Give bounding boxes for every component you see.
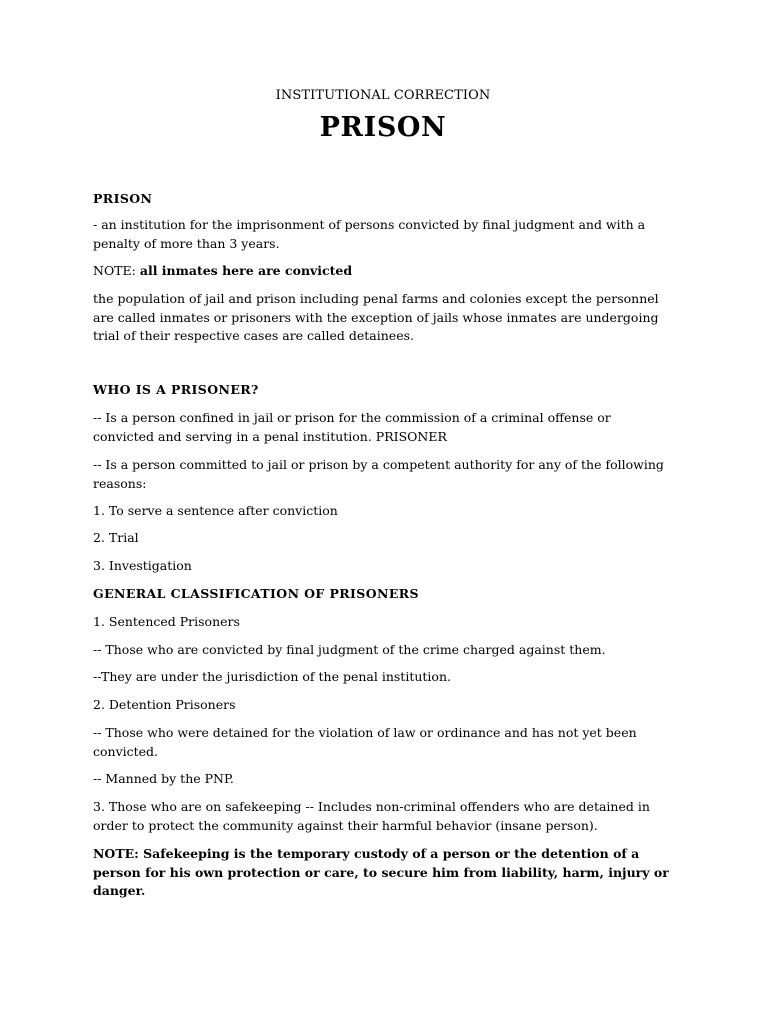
prisoner-definition-2: -- Is a person committed to jail or prison by a competent authority for any of the following reasons:: [93, 457, 664, 491]
sentenced-prisoners-title: 1. Sentenced Prisoners: [93, 614, 240, 629]
reason-item: 3. Investigation: [93, 558, 192, 573]
population-paragraph: the population of jail and prison including penal farms and colonies except the personnel are called inmates or prisoners with the exception of jails whose inmates are undergoing trial of their respective cases are called detainees.: [93, 291, 659, 343]
prisoner-definition-1: -- Is a person confined in jail or prison for the commission of a criminal offense or convicted and serving in a penal institution. PRISONER: [93, 410, 611, 444]
sentenced-description-1: -- Those who are convicted by final judgment of the crime charged against them.: [93, 642, 606, 657]
detention-description-2: -- Manned by the PNP.: [93, 771, 234, 786]
detention-prisoners-title: 2. Detention Prisoners: [93, 697, 236, 712]
safekeeping-note: NOTE: Safekeeping is the temporary custody of a person or the detention of a person for his own protection or care, to secure him from liability, harm, injury or danger.: [93, 846, 669, 898]
note-text: all inmates here are convicted: [139, 263, 353, 278]
prison-definition: - an institution for the imprisonment of persons convicted by final judgment and with a penalty of more than 3 years.: [93, 217, 646, 251]
document-subtitle: INSTITUTIONAL CORRECTION: [275, 88, 491, 103]
detention-description-1: -- Those who were detained for the violation of law or ordinance and has not yet been convicted.: [93, 725, 637, 759]
safekeeping-paragraph: 3. Those who are on safekeeping -- Includes non-criminal offenders who are detained in order to protect the community against their harmful behavior (insane person).: [93, 799, 650, 833]
note-convicted: [93, 262, 673, 281]
who-is-prisoner-heading: WHO IS A PRISONER?: [93, 382, 259, 397]
classification-heading: GENERAL CLASSIFICATION OF PRISONERS: [93, 586, 419, 601]
note-label: NOTE:: [93, 263, 140, 278]
reason-item: 2. Trial: [93, 530, 139, 545]
prison-heading: PRISON: [93, 191, 153, 206]
sentenced-description-2: --They are under the jurisdiction of the penal institution.: [93, 669, 451, 684]
reason-item: 1. To serve a sentence after conviction: [93, 503, 338, 518]
document-title: PRISON: [319, 112, 447, 143]
